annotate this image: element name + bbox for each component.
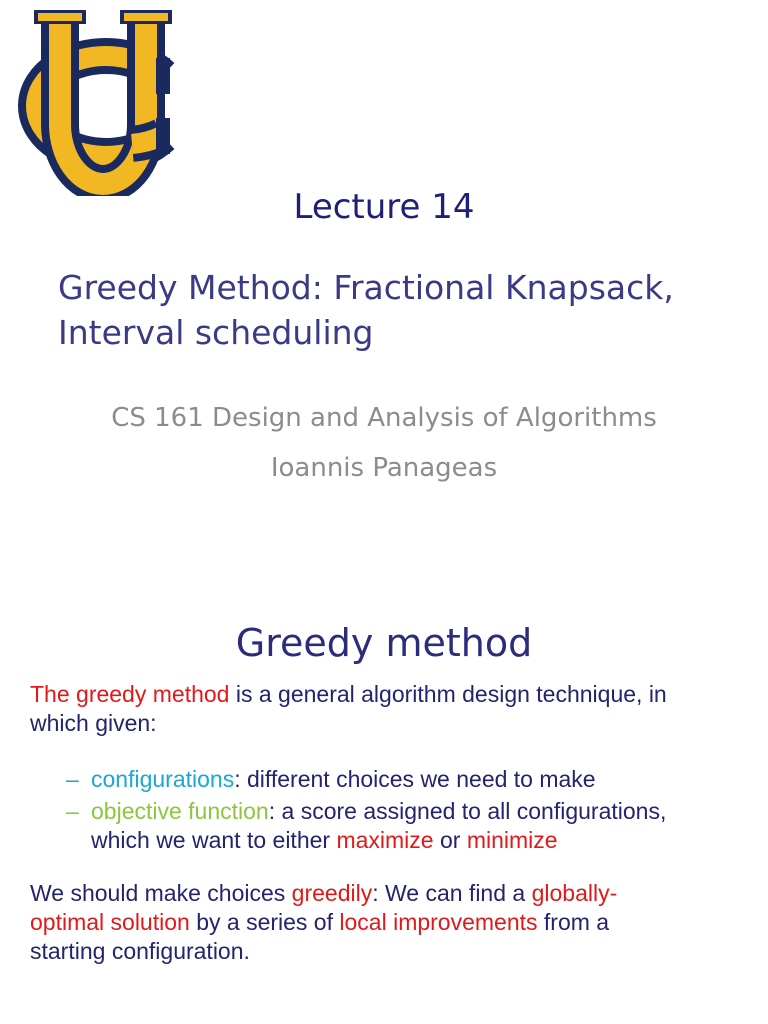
objective-line-2-text: which we want to either bbox=[91, 827, 337, 853]
bullet-dash-icon: – bbox=[66, 798, 79, 824]
greedy-method-term: The greedy method bbox=[30, 681, 230, 707]
intro-paragraph bbox=[30, 680, 667, 738]
uc-logo-icon bbox=[12, 4, 194, 196]
intro-line-1 bbox=[30, 680, 667, 709]
objective-function-term: objective function bbox=[91, 798, 269, 824]
conclusion-text: from a bbox=[537, 909, 610, 935]
intro-line-1-text: is a general algorithm design technique, in bbox=[229, 681, 667, 707]
greedily-term: greedily bbox=[291, 880, 373, 906]
slide-heading: Greedy method bbox=[235, 621, 533, 665]
conclusion-line-1 bbox=[30, 879, 617, 908]
course-name: CS 161 Design and Analysis of Algorithms bbox=[111, 403, 657, 433]
maximize-term: maximize bbox=[336, 827, 434, 853]
conclusion-text: : We can find a bbox=[372, 880, 532, 906]
conclusion-text: by a series of bbox=[189, 909, 340, 935]
conclusion-text: We should make choices bbox=[30, 880, 292, 906]
intro-line-2: which given: bbox=[30, 710, 157, 736]
lecture-title-line-2: Interval scheduling bbox=[58, 313, 374, 352]
configurations-term: configurations bbox=[91, 766, 235, 792]
bullet-list bbox=[66, 765, 666, 855]
optimal-solution-term: optimal solution bbox=[30, 909, 190, 935]
configurations-text: : different choices we need to make bbox=[234, 766, 596, 792]
or-text: or bbox=[433, 827, 467, 853]
list-item bbox=[66, 765, 666, 794]
conclusion-line-2 bbox=[30, 908, 617, 937]
conclusion-paragraph bbox=[30, 879, 617, 966]
lecture-number: Lecture 14 bbox=[293, 187, 475, 227]
list-item bbox=[66, 797, 666, 855]
local-improvements-term: local improvements bbox=[339, 909, 538, 935]
lecture-title-line-1: Greedy Method: Fractional Knapsack, bbox=[58, 268, 674, 307]
minimize-term: minimize bbox=[466, 827, 558, 853]
lecture-title bbox=[58, 265, 748, 355]
conclusion-line-3: starting configuration. bbox=[30, 938, 250, 964]
bullet-dash-icon: – bbox=[66, 766, 79, 792]
globally-term: globally- bbox=[531, 880, 618, 906]
objective-function-text: : a score assigned to all configurations, bbox=[268, 798, 667, 824]
instructor-name: Ioannis Panageas bbox=[270, 453, 498, 483]
